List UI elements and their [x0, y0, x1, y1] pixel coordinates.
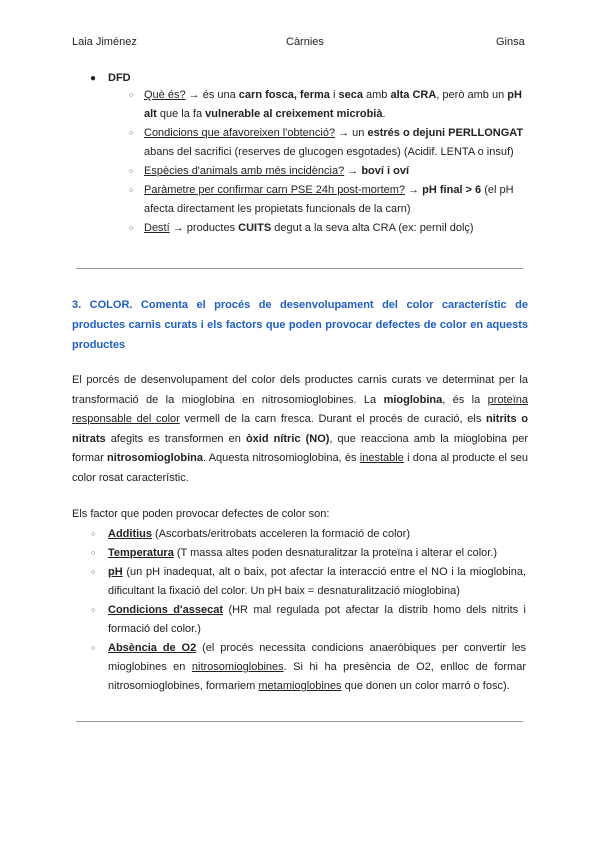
text: , que reacciona amb la mioglobina per formar [72, 432, 529, 464]
dfd-item-2 [144, 124, 532, 162]
bold-text: estrés o dejuni PERLLONGAT [367, 127, 524, 139]
bold-text: pH final > 6 [422, 184, 482, 196]
text: El porcés de desenvolupament del color dels productes carnis curats ve determinat per la transformació de la mioglobina en nitrosomioglobines. La [72, 374, 528, 406]
circle-bullet-icon: ○ [91, 531, 96, 538]
dfd-item-1 [144, 86, 532, 124]
divider [76, 268, 523, 269]
factor-name: Temperatura [108, 547, 174, 559]
circle-bullet-icon: ○ [129, 168, 134, 175]
text: que donen un color marró o fosc). [341, 680, 510, 692]
text: (el procés necessita condicions anaeròbiques per convertir les mioglobines en [108, 642, 526, 673]
text: afegits es transformen en [105, 432, 246, 445]
text: i [329, 89, 339, 101]
circle-bullet-icon: ○ [129, 130, 134, 137]
factor-name: Absència de O2 [108, 642, 197, 654]
question: Destí [144, 222, 170, 234]
text: (un pH inadequat, alt o baix, pot afectar la interacció entre el NO i la mioglobina, dificultant la fixació del color. Un pH baix = desnaturalització mioglobina) [108, 566, 526, 597]
factor-item-5 [108, 639, 526, 696]
circle-bullet-icon: ○ [91, 569, 96, 576]
text: . Si hi ha presència de O2, enlloc de formar nitrosomioglobines, formariem [108, 661, 526, 692]
text: (el pH afecta directament les propietats funcionals de la carn) [144, 184, 514, 215]
text: → un [335, 127, 368, 139]
text: . [382, 108, 386, 120]
factor-item-1 [108, 525, 526, 544]
factors-intro: Els factor que poden provocar defectes de color son: [72, 508, 330, 520]
text: , és la [442, 393, 488, 406]
text: i dona al producte el seu color rosat característic. [72, 452, 528, 484]
circle-bullet-icon: ○ [129, 187, 134, 194]
bold-text: carn fosca, ferma [238, 89, 330, 101]
text: vermell de la carn fresca. Durant el procés de curació, els [179, 413, 487, 425]
text: degut a la seva alta CRA (ex: pernil dolç) [271, 222, 474, 234]
bold-text: vulnerable al creixement microbià [205, 108, 383, 120]
text: amb [362, 89, 391, 101]
text: , però amb un [436, 89, 508, 101]
paragraph-color-development [72, 371, 528, 488]
circle-bullet-icon: ○ [129, 225, 134, 232]
bold-text: alta CRA [390, 89, 437, 101]
factor-name: Additius [108, 528, 152, 540]
bold-text: nitrits o nitrats [72, 413, 528, 445]
text: → productes [169, 222, 239, 234]
question: Paràmetre per confirmar carn PSE 24h post-mortem? [144, 184, 406, 196]
section-heading: 3. COLOR. Comenta el procés de desenvolupament del color característic de productes carnis curats i els factors que poden provocar defectes de color en aquests productes [72, 299, 528, 351]
dfd-item-3 [144, 162, 532, 181]
bold-text: boví i oví [361, 165, 410, 177]
factor-name: pH [108, 566, 123, 578]
text: . Aquesta nitrosomioglobina, és [203, 452, 360, 464]
circle-bullet-icon: ○ [91, 645, 96, 652]
circle-bullet-icon: ○ [129, 92, 134, 99]
question: Què és? [144, 89, 186, 101]
bullet-icon: ● [90, 73, 97, 84]
bold-text: CUITS [238, 222, 272, 234]
underlined-text: inestable [359, 452, 404, 464]
underlined-text: nitrosomioglobines [191, 661, 284, 673]
bold-text: mioglobina [383, 393, 443, 406]
factor-item-4 [108, 601, 526, 639]
bold-text: pH alt [144, 89, 522, 120]
text: (HR mal regulada pot afectar la distrib homo dels nitrits i formació del color.) [108, 604, 526, 635]
header-author: Laia Jiménez [72, 36, 137, 48]
bold-text: seca [338, 89, 363, 101]
divider [76, 721, 523, 722]
factor-item-2 [108, 544, 526, 563]
dfd-item-5 [144, 219, 532, 238]
text: → [405, 184, 423, 196]
factor-name: Condicions d'assecat [108, 604, 224, 616]
underlined-text: proteïna responsable del color [72, 393, 528, 425]
question: Espècies d'animals amb més incidència? [144, 165, 345, 177]
underlined-text: metamioglobines [258, 680, 342, 692]
text: que la fa [156, 108, 206, 120]
text: (T massa altes poden desnaturalitzar la proteïna i alterar el color.) [173, 547, 498, 559]
text: (Ascorbats/eritrobats acceleren la formació de color) [152, 528, 410, 540]
factor-item-3 [108, 563, 526, 601]
text: abans del sacrifici (reserves de glucogen esgotades) (Acidif. LENTA o insuf) [144, 146, 514, 158]
bold-text: òxid nítric (NO) [245, 432, 330, 445]
question: Condicions que afavoreixen l'obtenció? [144, 127, 336, 139]
header-group: Ginsa [496, 36, 525, 48]
bold-text: nitrosomioglobina [107, 452, 203, 464]
circle-bullet-icon: ○ [91, 550, 96, 557]
dfd-item-4 [144, 181, 532, 219]
dfd-title: DFD [108, 72, 131, 84]
header-subject: Càrnies [286, 36, 324, 48]
text: → [344, 165, 362, 177]
text: → és una [185, 89, 239, 101]
circle-bullet-icon: ○ [91, 607, 96, 614]
